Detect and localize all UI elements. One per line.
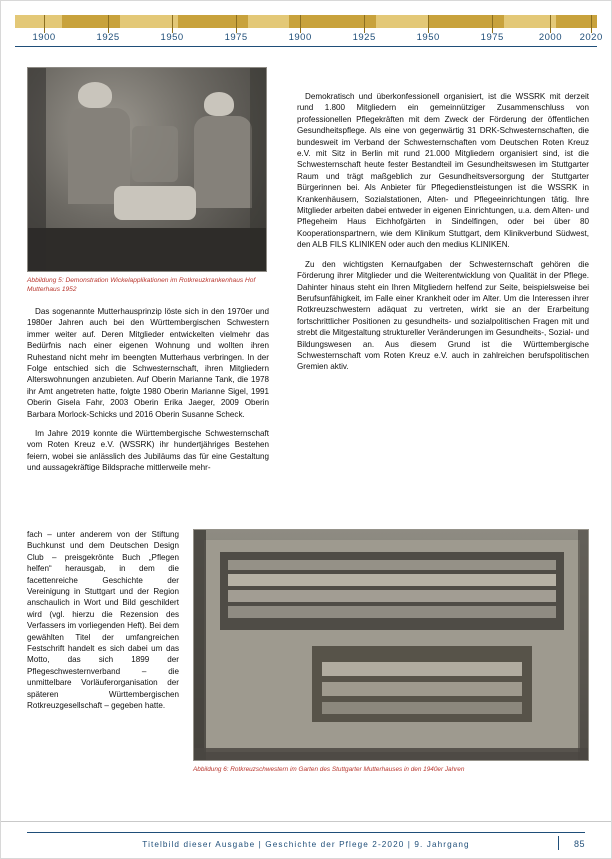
left-column-narrow-text [27,529,179,720]
timeline-label: 1900 [32,32,56,43]
timeline-label: 1950 [160,32,184,43]
figure-1 [27,67,267,294]
figure-1-image [27,67,267,272]
figure-2-caption: Abbildung 6: Rotkreuzschwestern im Garten des Stuttgarter Mutterhauses in den 1940er Jahren [193,766,465,773]
footer-text: Titelbild dieser Ausgabe | Geschichte der Pflege 2-2020 | 9. Jahrgang [142,840,470,849]
timeline-header [15,15,603,49]
paragraph: fach – unter anderem von der Stiftung Buchkunst und dem Deutschen Design Club – preisgekrönte Buch „Pflegen helfen“ herausgab, in dem die facettenreiche Geschichte der Vereinigung in Stuttgart und der Region anschaulich in Wort und Bild geschildert wird (vgl. hierzu die Rezension des Verfassers im vorliegenden Heft). Bei dem gewählten Titel der umfangreichen Festschrift handelt es sich dabei um das Motto, das sich 1899 der Pflegeschwesternverband – die unmittelbare Vorläuferorganisation der späteren Württembergischen Rotkreuzgesellschaft – gegeben hatte. [27,530,179,711]
figure-1-caption: Abbildung 5: Demonstration Wickelapplikationen im Rotkreuzkrankenhaus Hof Mutterhaus 1952 [27,277,256,293]
footer-divider [558,836,559,850]
footer-rule [27,832,585,833]
paragraph: Demokratisch und überkonfessionell organisiert, ist die WSSRK mit derzeit rund 1.800 Mitgliedern ein gemeinnütziger Zusammenschluss von professionellen Pflegekräften mit dem Zweck der Förderung der öffentlichen Gesundheitspflege. Als eine von gegenwärtig 31 DRK-Schwesternschaften, die bundesweit im Verband der Schwesternschaften vom Deutschen Roten Kreuz e.V. mit Sitz in Berlin mit rund 21.000 Mitgliedern organisiert sind, ist die Schwesternschaft heute fester Bestandteil im Gesundheitswesen im Stuttgarter Raum und trägt maßgeblich zur Gesundheitsversorgung der Stuttgarter Bürgerinnen bei. Als Anbieter für Pflegedienstleistungen ist die WSSRK in Krankenhäusern, Sozialstationen, Alten- und Pflegeeinrichtungen tätig. Ihre Mitglieder arbeiten dabei entweder in eigenen Einrichtungen, u.a. dem Alten- und Pflegeheim Haus Eichhofgärten in Sindelfingen, oder bei über 80 Kooperationspartnern, wie dem Klinikum Stuttgart, dem Klinikverbund Südwest, den ALB FILS KLINIKEN oder auch den medius KLINIKEN. [297,92,589,250]
timeline-label: 1925 [96,32,120,43]
timeline-label: 1975 [224,32,248,43]
right-column-text [297,91,589,381]
timeline-label: 2000 [538,32,563,43]
paragraph: Das sogenannte Mutterhausprinzip löste sich in den 1970er und 1980er Jahren auch bei den Württembergischen Schwestern immer weiter auf. Deren Mitglieder entwickelten vielmehr das Bedürfnis nach einer eigenen Wohnung und wollten ihren Ruhestand nicht mehr im beengten Mutterhaus verbringen. In der Folge entschied sich die Schwesternschaft, ihren Mitgliedern Alterswohnungen anzubieten. Auf Oberin Marianne Tank, die 1978 ihr Amt angetreten hatte, folgte 1980 Oberin Marianne Sigel, 1991 Oberin Gisela Fahr, 2003 Oberin Erika Jaeger, 2009 Oberin Barbara Morlock-Schicks und 2016 Oberin Susanne Scheck. [27,307,269,419]
figure-2 [193,529,589,774]
paragraph: Im Jahre 2019 konnte die Württembergische Schwesternschaft vom Roten Kreuz e.V. (WSSRK) ihr hundertjähriges Bestehen feiern, wobei sie anlässlich des Jubiläums das für eine Gestaltung und aussagekräftige Bildsprache mittlerweile mehr- [27,429,269,473]
timeline-label: 1900 [288,32,312,43]
timeline-label: 1925 [352,32,376,43]
timeline-label: 1975 [480,32,504,43]
figure-2-image [193,529,589,761]
timeline-ticks [15,15,603,49]
paragraph: Zu den wichtigsten Kernaufgaben der Schwesternschaft gehören die Förderung ihrer Mitglieder und die Weiterentwicklung von Qualität in der Pflege. Dahinter hinaus steht ein Ihren Mitgliedern helfend zur Seite, beispielsweise bei Berufsunfähigkeit, im Falle einer Krankheit oder im Alter. Um die Interessen ihrer Rotkreuzschwestern adäquat zu vertreten, wirkt sie an der Erarbeitung fortschrittlicher Positionen zu gesundheits- und sozialpolitischen Fragen mit und strebt die Mitgestaltung struktureller Veränderungen im Gesundheits-, Sozial- und Bildungswesen an. Aus diesem Grund ist die Württembergische Schwesternschaft vom Roten Kreuz e.V. auch in zahlreichen berufspolitischen Gremien aktiv. [297,259,589,372]
timeline-rule [15,46,597,47]
page-footer [1,821,611,858]
timeline-label: 1950 [416,32,440,43]
page-number: 85 [573,839,585,849]
left-column-text [27,306,269,482]
timeline-label: 2020 [579,32,603,43]
